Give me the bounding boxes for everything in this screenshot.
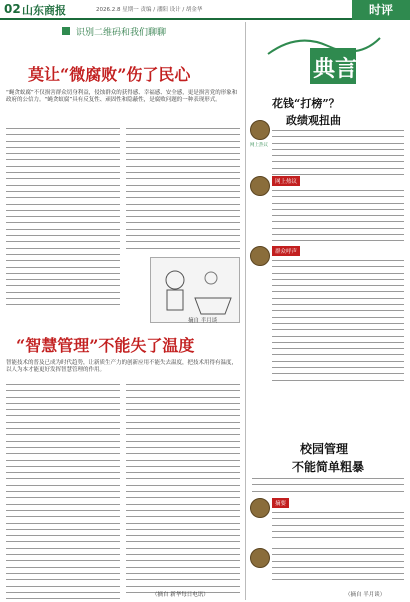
byline-2: （摘自 新华每日电讯）: [152, 592, 209, 598]
commenter-avatar: [250, 246, 270, 266]
viewpoint-tag: 摘要: [272, 498, 289, 508]
qr-code-icon[interactable]: [62, 27, 70, 35]
headline-2: “智慧管理”不能失了温度: [16, 336, 195, 355]
commenter-tag: 网上热议: [250, 143, 268, 148]
right-article2-intro: [252, 478, 404, 497]
page-number: 02: [4, 2, 21, 16]
viewpoint-tag: 网上热议: [272, 176, 300, 186]
article1-col1-text: [6, 128, 120, 311]
byline-1: 摘自 半月谈: [188, 318, 218, 324]
article1-col2-text: [126, 128, 240, 254]
issue-meta: 2026.2.8 星期一 责编 / 潘阳 设计 / 胡金华: [96, 7, 203, 13]
commenter-avatar: [250, 120, 270, 140]
article2-col1-text: [6, 384, 120, 602]
right-headline-2-line2: 不能简单粗暴: [292, 460, 365, 474]
column-divider: [245, 22, 246, 600]
article2-col2-text: [126, 384, 240, 598]
subtitle-2: 智能技术的普及已成为时代趋势，让新质生产力的创新应用不能失去温度，把技术用得有温度，以人为本才能更好发挥智慧管理的作用。: [6, 360, 238, 373]
right-headline-1-line2: 政绩观扭曲: [286, 114, 341, 127]
viewpoint-tag: 群众呼声: [272, 246, 300, 256]
newspaper-name: 山东商报: [22, 4, 66, 17]
section-label: 时评: [352, 0, 410, 20]
subtitle-1: “蝇贪蚁腐”不仅损害群众切身利益，侵蚀群众的获得感、幸福感、安全感，更是损害党的形象和政府的公信力。“蝇贪蚁腐”具有反复性、顽固性和隐蔽性，是腐败问题的一种表现形式。: [6, 90, 238, 103]
right-view2-text: [272, 260, 404, 386]
right-view1-text: [272, 190, 404, 247]
slogan: 识别二维码和我们聊聊: [76, 28, 167, 38]
cartoon-illustration: [150, 257, 240, 323]
column-logo: [258, 24, 388, 92]
commenter-avatar: [250, 548, 270, 568]
right-intro-text: [272, 130, 404, 180]
right-byline: （摘自 半月谈）: [345, 592, 386, 598]
logo-text: 典言: [313, 56, 358, 82]
right-headline-2-line1: 校园管理: [300, 442, 349, 456]
right-article2-view2: [272, 548, 404, 586]
commenter-avatar: [250, 498, 270, 518]
headline-1: 莫让“微腐败”伤了民心: [28, 65, 191, 84]
right-headline-1-line1: 花钱“打榜”？: [272, 97, 340, 110]
commenter-avatar: [250, 176, 270, 196]
right-article2-view1: [272, 512, 404, 543]
